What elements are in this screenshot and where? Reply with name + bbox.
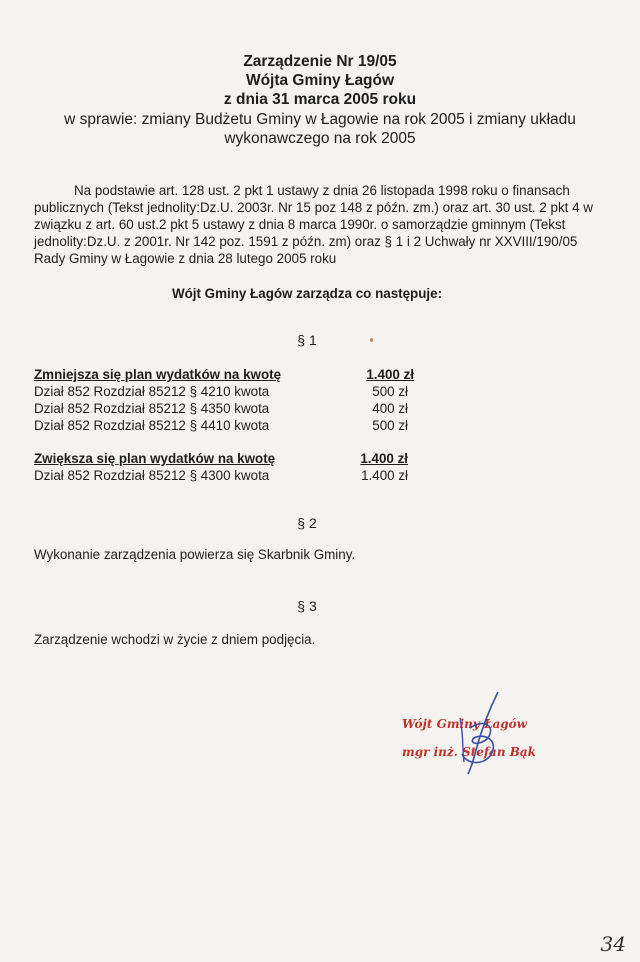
table-row [34,467,408,484]
order-line: Wójt Gminy Łagów zarządza co następuje: [171,286,443,301]
stamp-name: mgr inż. Stefan Bąk [402,745,536,759]
subject: w sprawie: zmiany Budżetu Gminy w Łagowie na rok 2005 i zmiany układu wykonawczego na rok 2005 [64,111,576,147]
stamp-title: Wójt Gminy Łagów [402,717,527,731]
decrease-label: Zmniejsza się plan wydatków na kwotę [34,367,282,382]
row-text: Dział 852 Rozdział 85212 § 4210 kwota [34,384,270,399]
title-block [0,52,640,109]
issuer: Wójta Gminy Łagów [245,72,395,89]
decrease-total: 1.400 zł [366,367,414,382]
handwritten-signature [440,688,520,778]
increase-label: Zwiększa się plan wydatków na kwotę [34,451,276,466]
order-date: z dnia 31 marca 2005 roku [223,91,417,108]
increase-block [34,450,408,484]
increase-header [34,450,408,467]
increase-total: 1.400 zł [360,451,408,466]
row-amount: 500 zł [372,418,408,433]
row-amount: 500 zł [372,384,408,399]
section-3-mark: § 3 [297,598,317,614]
table-row [34,400,414,417]
section-2-text: Wykonanie zarządzenia powierza się Skarbnik Gminy. [34,547,356,562]
preamble [34,182,594,267]
row-amount: 400 zł [372,401,408,416]
row-text: Dział 852 Rozdział 85212 § 4300 kwota [34,468,270,483]
section-2-mark: § 2 [297,515,317,531]
decrease-header [34,366,414,383]
section-1-mark: § 1 [297,332,317,348]
table-row [34,417,414,434]
page-number: 34 [600,932,626,956]
decrease-block [34,366,414,434]
row-amount: 1.400 zł [361,468,408,483]
preamble-text: Na podstawie art. 128 ust. 2 pkt 1 ustawy z dnia 26 listopada 1998 roku o finansach publicznych (Tekst jednolity:Dz.U. 2003r. Nr 15 poz 148 z późn. zm.) oraz art. 30 ust. 2 pkt 4 w związku z art. 60 ust.2 pkt 5 ustawy z dnia 8 marca 1990r. o samorządzie gminnym (Tekst jednolity:Dz.U. z 2001r. Nr 142 poz. 1591 z późn. zm) oraz § 1 i 2 Uchwały nr XXVIII/190/05 Rady Gminy w Łagowie z dnia 28 lutego 2005 roku [34,183,593,266]
row-text: Dział 852 Rozdział 85212 § 4410 kwota [34,418,270,433]
row-text: Dział 852 Rozdział 85212 § 4350 kwota [34,401,270,416]
table-row [34,383,414,400]
order-number: Zarządzenie Nr 19/05 [243,53,397,70]
ink-speck [370,338,373,342]
section-3-text: Zarządzenie wchodzi w życie z dniem podjęcia. [34,632,316,647]
